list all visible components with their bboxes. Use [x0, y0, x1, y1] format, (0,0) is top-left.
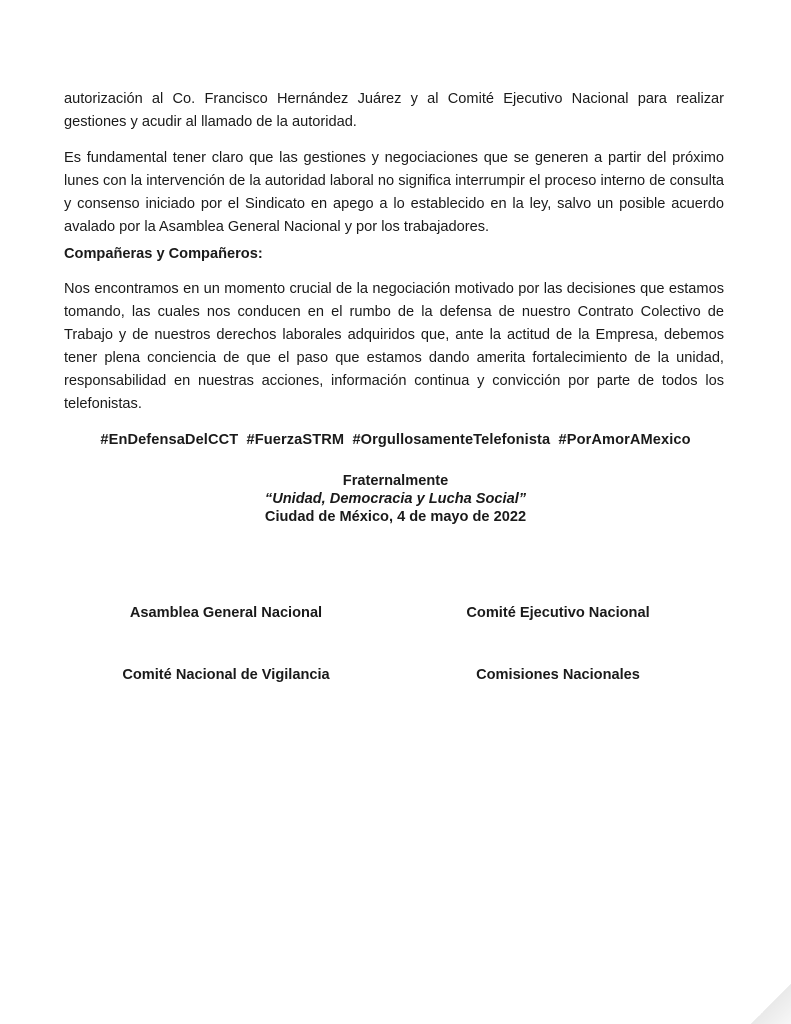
- hashtags-line: #EnDefensaDelCCT #FuerzaSTRM #OrgullosamenteTelefonista #PorAmorAMexico: [100, 432, 691, 448]
- signatory-comite-ejecutivo: Comité Ejecutivo Nacional: [466, 605, 650, 621]
- closing-block: [0, 472, 791, 526]
- signatory-asamblea: Asamblea General Nacional: [129, 605, 323, 621]
- signatory-comisiones: Comisiones Nacionales: [476, 667, 640, 683]
- paragraph-crucial-moment: Nos encontramos en un momento crucial de la negociación motivado por las decisiones que estamos tomando, las cuales nos conducen en el rumbo de la defensa de nuestro Contrato Colectivo de Trabajo y de nuestros derechos laborales adquiridos que, ante la actitud de la Empresa, debemos tener plena conciencia de que el paso que estamos dando amerita fortalecimiento de la unidad, responsabilidad en nuestras acciones, información continua y convicción por parte de todos los telefonistas.: [64, 281, 724, 412]
- closing-salutation: Fraternalmente: [342, 473, 449, 489]
- section-heading: Compañeras y Compañeros:: [64, 246, 263, 262]
- page-curl-decoration: [751, 984, 791, 1024]
- closing-motto: “Unidad, Democracia y Lucha Social”: [264, 491, 527, 507]
- paragraph-authorization: autorización al Co. Francisco Hernández Juárez y al Comité Ejecutivo Nacional para realizar gestiones y acudir al llamado de la autoridad.: [64, 91, 724, 130]
- signatory-comite-vigilancia: Comité Nacional de Vigilancia: [122, 667, 330, 683]
- closing-place-date: Ciudad de México, 4 de mayo de 2022: [264, 509, 527, 525]
- paragraph-negotiations: Es fundamental tener claro que las gestiones y negociaciones que se generen a partir del próximo lunes con la intervención de la autoridad laboral no significa interrumpir el proceso interno de consulta y consenso iniciado por el Sindicato en apego a lo establecido en la ley, salvo un posible acuerdo avalado por la Asamblea General Nacional y por los trabajadores.: [64, 150, 724, 235]
